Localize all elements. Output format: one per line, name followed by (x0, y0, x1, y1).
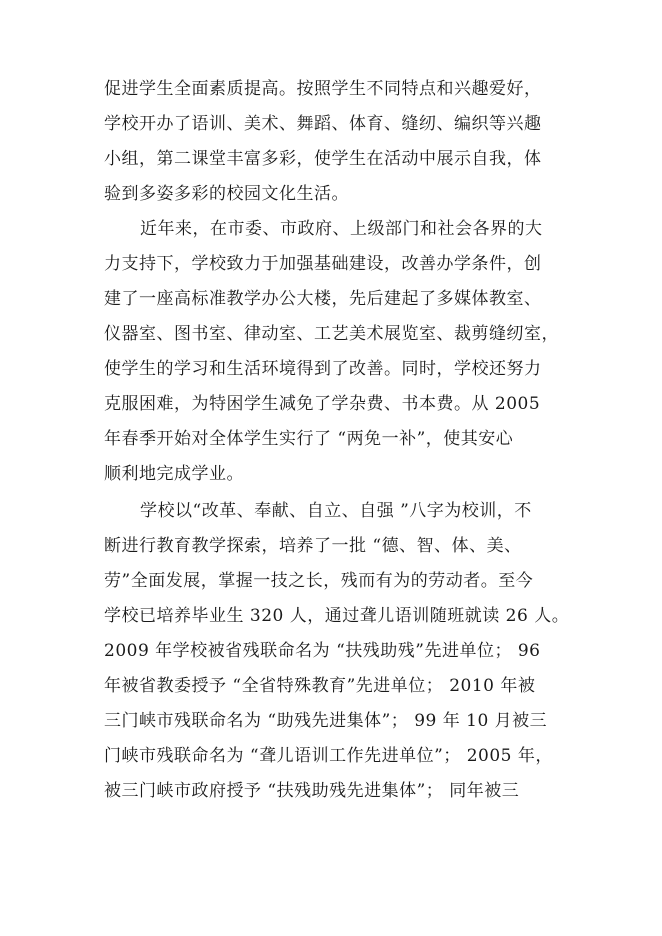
text-line: 学校已培养毕业生 320 人，通过聋儿语训随班就读 26 人。 (104, 606, 570, 626)
text-line: 力支持下，学校致力于加强基础建设，改善办学条件，创 (104, 254, 542, 274)
text-line: 2009 年学校被省残联命名为 “扶残助残”先进单位； 96 (104, 641, 541, 661)
text-line: 仪器室、图书室、律动室、工艺美术展览室、裁剪缝纫室， (104, 324, 559, 344)
text-line: 三门峡市残联命名为 “助残先进集体”； 99 年 10 月被三 (104, 711, 548, 731)
text-line: 年春季开始对全体学生实行了 “两免一补”，使其安心 (104, 429, 514, 449)
text-line: 使学生的学习和生活环境得到了改善。同时，学校还努力 (104, 359, 542, 379)
text-line: 促进学生全面素质提高。按照学生不同特点和兴趣爱好， (104, 79, 542, 99)
text-line: 断进行教育教学探索，培养了一批 “德、智、体、美、 (104, 536, 522, 556)
text-line: 学校开办了语训、美术、舞蹈、体育、缝纫、编织等兴趣 (104, 114, 542, 134)
text-line: 克服困难，为特困学生减免了学杂费、书本费。从 2005 (104, 394, 541, 414)
text-line: 年被省教委授予 “全省特殊教育”先进单位； 2010 年被 (104, 676, 536, 696)
text-line: 近年来，在市委、市政府、上级部门和社会各界的大 (140, 219, 543, 239)
text-line: 顺利地完成学业。 (104, 464, 244, 484)
text-line: 验到多姿多彩的校园文化生活。 (104, 184, 349, 204)
text-line: 小组，第二课堂丰富多彩，使学生在活动中展示自我，体 (104, 149, 542, 169)
text-line: 学校以“改革、奉献、自立、自强 ”八字为校训，不 (140, 501, 532, 521)
text-line: 门峡市残联命名为 “聋儿语训工作先进单位”； 2005 年， (104, 746, 553, 766)
text-line: 劳”全面发展，掌握一技之长，残而有为的劳动者。至今 (104, 571, 534, 591)
text-line: 被三门峡市政府授予 “扶残助残先进集体”； 同年被三 (104, 781, 520, 801)
text-line: 建了一座高标准教学办公大楼，先后建起了多媒体教室、 (104, 289, 542, 309)
